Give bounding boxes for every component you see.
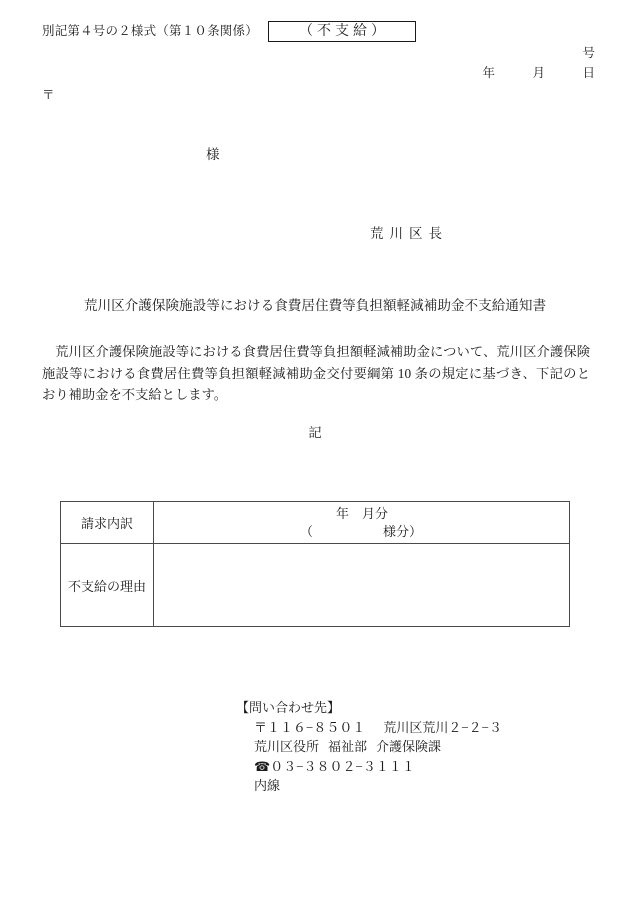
stamp-title-box: （不支給） [268,21,416,42]
contact-extension-line: 内線 [254,778,281,793]
body-paragraph: 荒川区介護保険施設等における食費居住費等負担額軽減補助金について、荒川区介護保険施設等における食費居住費等負担額軽減補助金交付要綱第 10 条の規定に基づき、下記のとおり補助金を不支給とします。 [42,344,590,402]
addressee-honorific: 様 [206,147,220,162]
contact-office: 荒川区役所 [254,739,320,754]
contact-address: 荒川区荒川２−２−３ [383,719,503,735]
table-row [61,544,570,627]
body-paragraph-block [42,341,590,406]
ki-marker: 記 [308,425,322,440]
telephone-icon: ☎ [254,758,271,774]
contact-section: 介護保険課 [376,739,442,754]
paren-close: 様分） [383,523,423,539]
page-title: 荒川区介護保険施設等における食費居住費等負担額軽減補助金不支給通知書 [83,298,547,313]
claim-recipient-line [154,523,569,541]
form-number: 別記第４号の２様式（第１０条関係） [42,24,258,38]
claim-period-line: 年 月分 [336,505,389,521]
row-value-claim-breakdown [154,502,570,544]
contact-phone-number: ０３−３８０２−３１１１ [270,758,415,774]
contact-phone-line [236,757,502,777]
document-number-label: 号 [582,46,595,60]
contact-block [236,698,502,796]
contact-postal-code: 〒１１６−８５０１ [254,719,366,735]
document-date-label: 年 月 日 [482,66,595,80]
issuer-name: 荒川区長 [370,226,448,241]
contact-address-line [236,718,502,738]
row-label-nonpayment-reason: 不支給の理由 [61,544,154,627]
row-label-claim-breakdown: 請求内訳 [61,502,154,544]
details-table [60,501,570,627]
paren-open: （ [300,523,314,539]
contact-department-line [236,737,502,757]
postal-mark-icon: 〒 [42,88,55,102]
contact-heading: 【問い合わせ先】 [236,700,341,715]
row-value-nonpayment-reason [154,544,570,627]
contact-department: 福祉部 [328,739,368,754]
table-row [61,502,570,544]
